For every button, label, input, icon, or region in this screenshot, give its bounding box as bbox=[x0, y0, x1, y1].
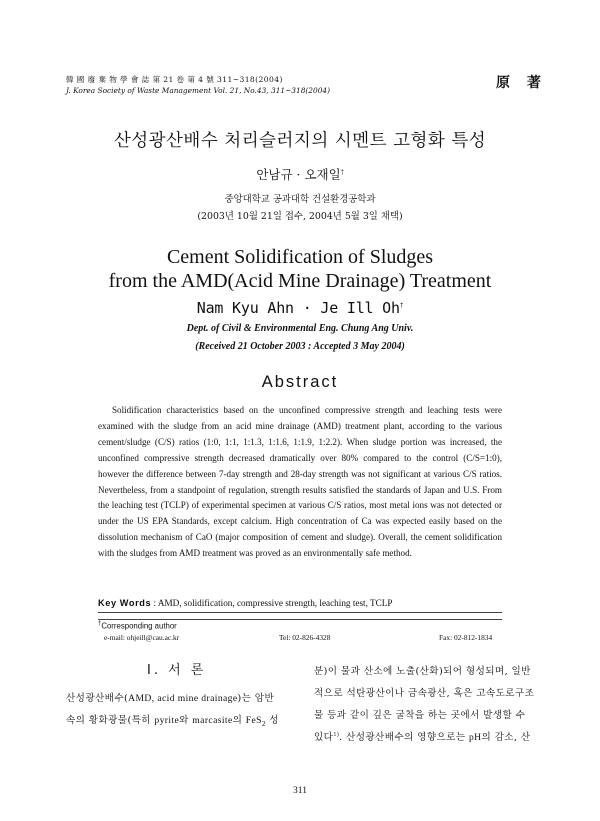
abstract-body: Solidification characteristics based on the unconfined compressive strength and leaching tests were examined with the sludge from an acid mine drainage (AMD) treatment plant, according to the various cement/sludge (C/S) ratios (1:0, 1:1, 1:1.3, 1:1.6, 1:1.9, 1:2.2). When sludge portion was increased, the unconfined compressive strength decreased dramatically over 80% compared to the control (C/S=1:0), however the difference between 7-day strength and 28-day strength was not significant at various C/S ratios. Nevertheless, from a standpoint of regulation, strength results satisfied the standards of Japan and U.S. From the leaching test (TCLP) of experimental specimen at various C/S ratios, most metal ions was not detected or under the US EPA Standards, except calcium. High concentration of Ca was expected easily based on the dissolution mechanism of CaO (major composition of cement and sludge). Overall, the cement solidification with the sludges from AMD treatment was proved as an environmentally safe method. bbox=[98, 405, 502, 559]
english-department: Dept. of Civil & Environmental Eng. Chung Ang Univ. bbox=[186, 323, 414, 334]
journal-citation-korean: 韓 國 廢 棄 物 學 會 誌 第 21 卷 第 4 號 311~318(2004) bbox=[66, 75, 283, 84]
footnote-dagger: † bbox=[98, 621, 102, 627]
english-title-line-2: from the AMD(Acid Mine Drainage) Treatment bbox=[108, 270, 492, 292]
english-title-line-1: Cement Solidification of Sludges bbox=[166, 246, 434, 268]
corresponding-author-label: Corresponding author bbox=[101, 621, 177, 631]
body-text: pH bbox=[468, 732, 482, 743]
body-text: )는 암반 bbox=[237, 693, 275, 704]
section-heading-introduction: Ⅰ. 서 론 bbox=[147, 663, 207, 678]
korean-dates: (2003년 10월 21일 접수, 2004년 5월 3일 채택) bbox=[197, 211, 403, 222]
english-dates: (Received 21 October 2003 : Accepted 3 May 2004) bbox=[195, 341, 405, 352]
body-text: 있다 bbox=[314, 732, 334, 743]
body-left-line-1 bbox=[66, 690, 286, 704]
keywords-label: Key Words bbox=[98, 598, 152, 608]
body-right-line-4 bbox=[314, 729, 534, 743]
corresponding-author-mark: † bbox=[340, 168, 344, 176]
english-authors bbox=[0, 299, 600, 317]
body-text: FeS bbox=[245, 715, 262, 726]
body-right-line-3: 물 등과 같이 깊은 굴착을 하는 곳에서 발생할 수 bbox=[314, 710, 526, 721]
keywords-text: AMD, solidification, compressive strength, leaching test, TCLP bbox=[157, 598, 393, 608]
body-text: 성 bbox=[265, 715, 279, 726]
body-text: pyrite bbox=[154, 715, 180, 726]
article-type-label: 原 著 bbox=[496, 75, 547, 91]
keywords-rule bbox=[98, 612, 502, 613]
abstract-heading: Abstract bbox=[261, 373, 339, 391]
body-right-line-2: 적으로 석탄광산이나 금속광산, 혹은 고속도로구조 bbox=[314, 688, 535, 699]
reference-mark: 1) bbox=[333, 731, 340, 738]
body-text: 산성광산배수( bbox=[66, 693, 129, 704]
subscript: 2 bbox=[261, 719, 266, 728]
body-text: 의 감소, 산 bbox=[481, 732, 531, 743]
body-right-line-1: 분)이 물과 산소에 노출(산화)되어 형성되며, 일반 bbox=[314, 666, 531, 677]
corresponding-author-mark-en: † bbox=[399, 302, 404, 309]
body-text: marcasite bbox=[192, 715, 233, 726]
corresponding-author-note bbox=[98, 621, 177, 631]
contact-telephone: Tel: 02-826-4328 bbox=[279, 633, 331, 642]
keywords-line bbox=[98, 598, 392, 608]
contact-fax: Fax: 02-812-1834 bbox=[439, 633, 493, 642]
body-text: 의 bbox=[232, 715, 246, 726]
body-left-line-2 bbox=[66, 712, 286, 728]
korean-affiliation: 중앙대학교 공과대학 건설환경공학과 bbox=[224, 194, 376, 205]
body-text: 와 bbox=[179, 715, 193, 726]
korean-authors bbox=[0, 165, 600, 183]
body-text: . 산성광산배수의 영향으로는 bbox=[339, 732, 469, 743]
korean-author-names: 안남규 · 오재일 bbox=[256, 167, 341, 182]
body-text: 속의 황화광물(특히 bbox=[66, 715, 155, 726]
journal-citation-english: J. Korea Society of Waste Management Vol. 21, No.43, 311~318(2004) bbox=[66, 86, 330, 95]
english-author-names: Nam Kyu Ahn · Je Ill Oh bbox=[196, 299, 400, 317]
contact-email: e-mail: ohjeill@cau.ac.kr bbox=[104, 633, 180, 642]
korean-title: 산성광산배수 처리슬러지의 시멘트 고형화 특성 bbox=[113, 131, 487, 151]
page-number: 311 bbox=[293, 786, 307, 796]
footnote-rule bbox=[98, 619, 502, 620]
keywords-separator: : bbox=[151, 598, 158, 608]
body-text: AMD, acid mine drainage bbox=[128, 693, 238, 704]
